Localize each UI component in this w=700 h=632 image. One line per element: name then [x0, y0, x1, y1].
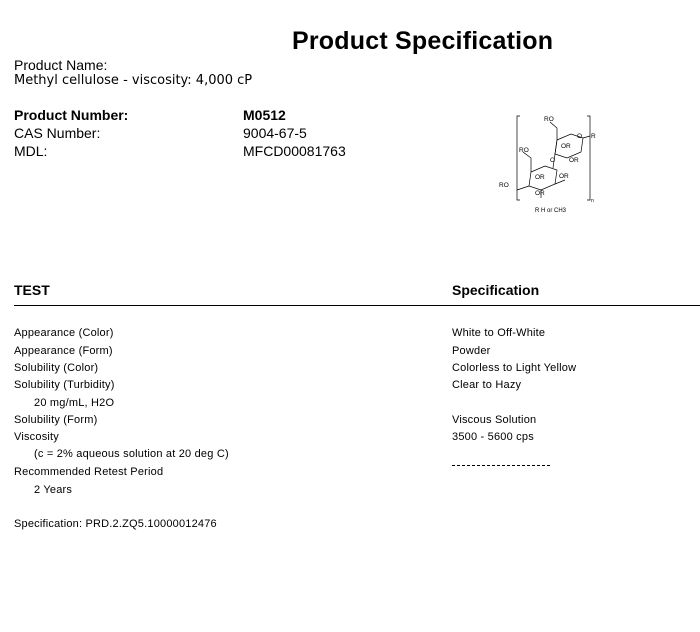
struct-label: OR [561, 143, 571, 150]
struct-label: OR [535, 190, 545, 197]
test-cell: Solubility (Color) [14, 362, 99, 374]
ro-bottom-bond [517, 186, 529, 190]
specification-reference: Specification: PRD.2.ZQ5.10000012476 [14, 518, 217, 530]
test-cell: Appearance (Form) [14, 345, 113, 357]
product-number-value: M0512 [243, 107, 286, 123]
or-right-bond [555, 180, 565, 184]
struct-label: O [577, 133, 583, 140]
ro-left-bond [523, 152, 531, 172]
mdl-value: MFCD00081763 [243, 143, 346, 159]
struct-label: n [591, 198, 594, 204]
struct-label: R [591, 133, 596, 140]
spec-dashed-line [452, 465, 550, 466]
product-number-label: Product Number: [14, 107, 129, 123]
test-cell-indented: 2 Years [34, 484, 73, 496]
struct-label: OR [559, 173, 569, 180]
mdl-label: MDL: [14, 143, 48, 159]
spec-column-header: Specification [452, 282, 540, 298]
struct-legend: R H or CH3 [535, 208, 567, 214]
methyl-cellulose-structure [495, 110, 605, 218]
test-cell: Appearance (Color) [14, 327, 114, 339]
test-cell: Solubility (Turbidity) [14, 379, 115, 391]
struct-label: RO [544, 116, 554, 123]
spec-cell: 3500 - 5600 cps [452, 431, 534, 443]
spec-cell: Powder [452, 345, 491, 357]
header-divider [14, 305, 700, 306]
test-cell: Solubility (Form) [14, 414, 98, 426]
right-bracket [587, 116, 590, 200]
test-column-header: TEST [14, 282, 50, 298]
struct-label: O [550, 157, 556, 164]
or-r-bond [583, 136, 590, 138]
cas-number-value: 9004-67-5 [243, 125, 307, 141]
page-title: Product Specification [292, 27, 554, 55]
spec-cell: Clear to Hazy [452, 379, 522, 391]
spec-cell: Colorless to Light Yellow [452, 362, 577, 374]
test-cell-indented: 20 mg/mL, H2O [34, 397, 115, 409]
product-name-label: Product Name: [14, 57, 108, 73]
test-cell: Recommended Retest Period [14, 466, 164, 478]
test-cell-indented: (c = 2% aqueous solution at 20 deg C) [34, 448, 229, 460]
spec-cell: White to Off-White [452, 327, 546, 339]
struct-label: RO [499, 182, 509, 189]
product-name-value: Methyl cellulose - viscosity: 4,000 cP [14, 73, 253, 88]
left-bracket [517, 116, 520, 200]
struct-label: OR [535, 174, 545, 181]
test-cell: Viscosity [14, 431, 59, 443]
struct-label: RO [519, 147, 529, 154]
struct-label: OR [569, 157, 579, 164]
ro-top-bond [550, 122, 557, 140]
cas-number-label: CAS Number: [14, 125, 101, 141]
ring-right-edge [555, 140, 557, 154]
spec-cell: Viscous Solution [452, 414, 537, 426]
